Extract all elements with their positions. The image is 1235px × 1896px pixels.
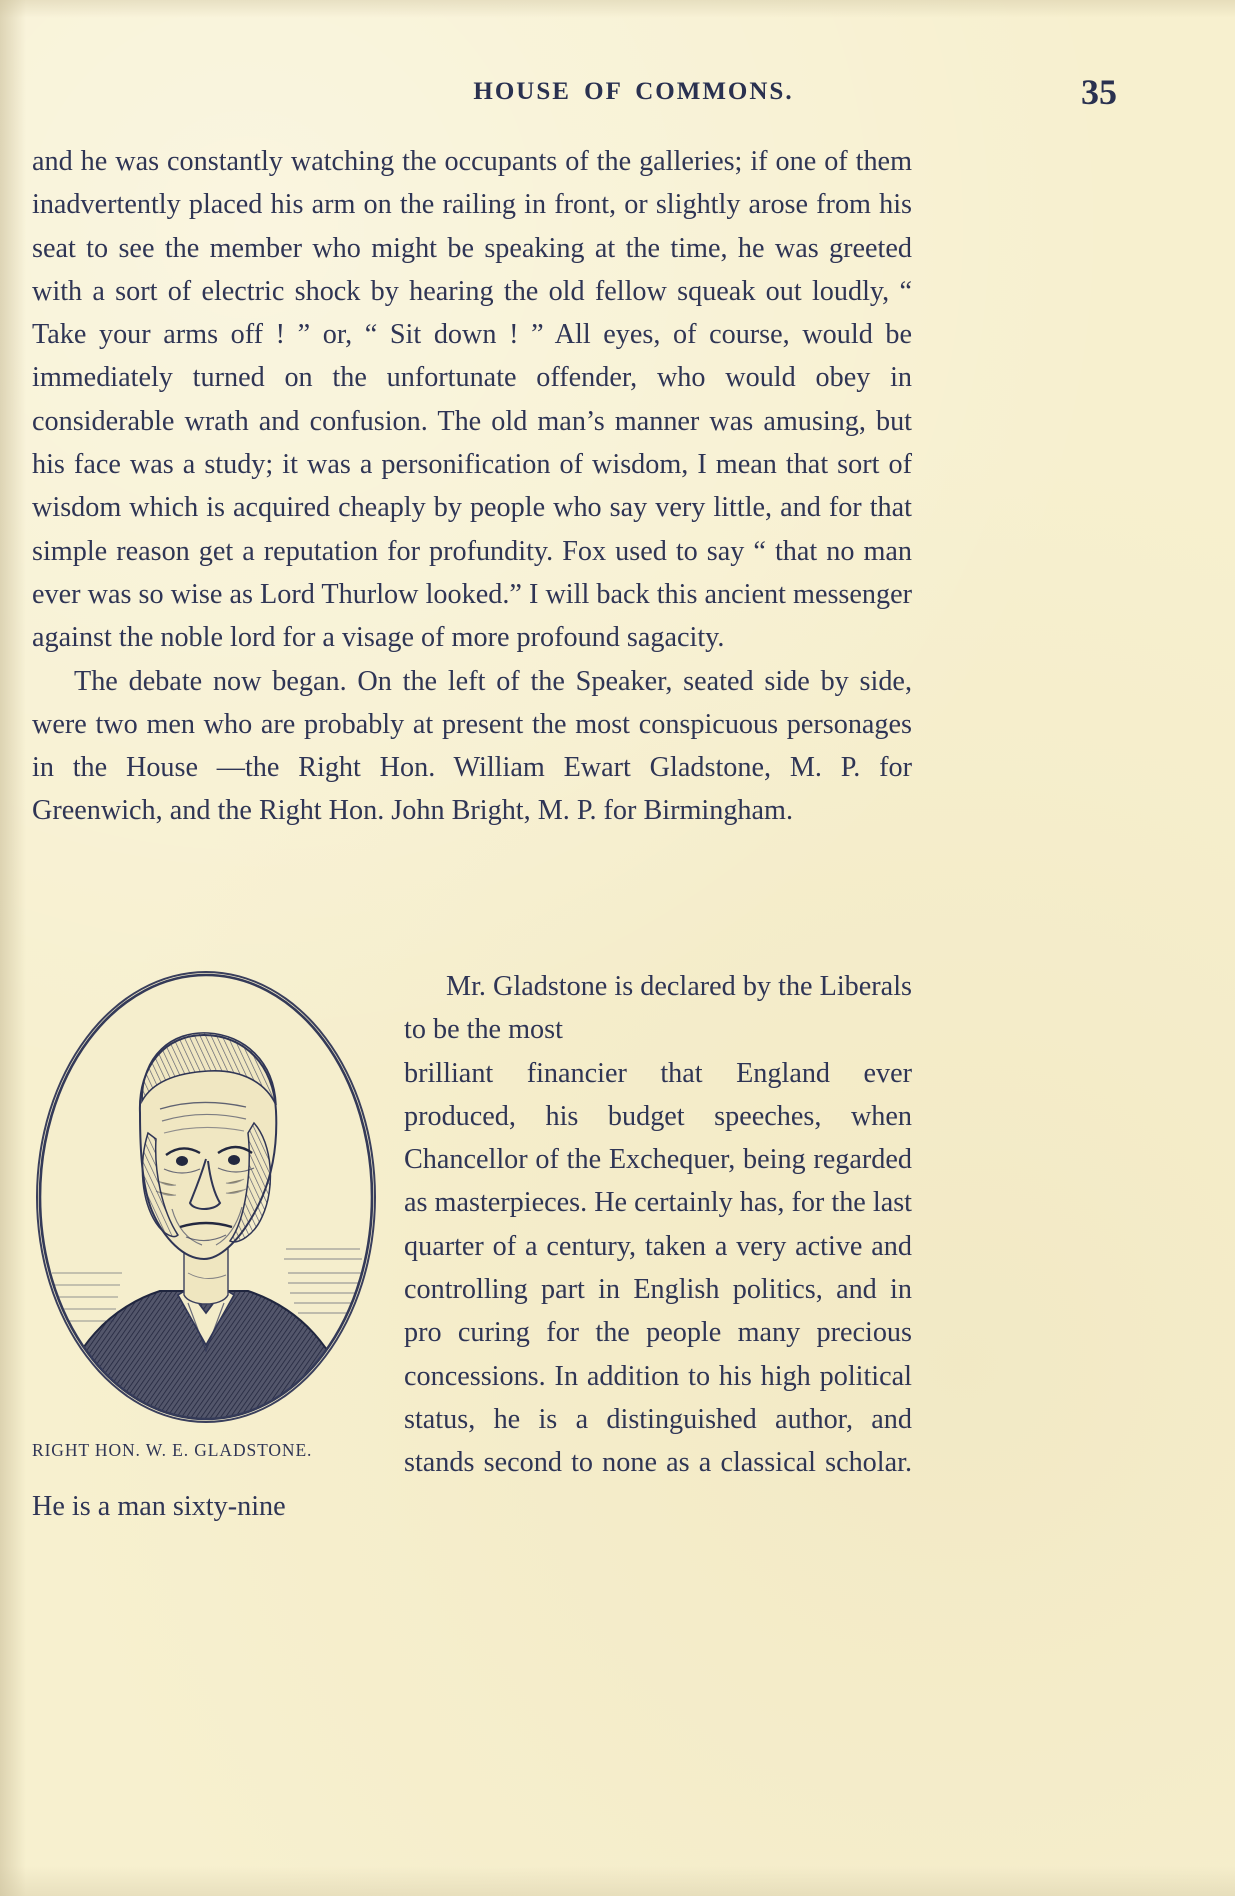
figure-gladstone xyxy=(32,971,394,1472)
page-edge-shading-left xyxy=(0,0,26,1896)
paragraph-3-wrapped: brilliant financier that England ever produced, his budget speeches, when Chancellor of the Exchequer, being regarded as masterpieces. He certainly has, for the last quarter of a century, taken a very active and controlling part in English politics, and in pro curing for the people many precious concessions. In addition to his high political status, he is a distinguished author, and stands second to none as a classical scholar. He is a man sixty-nine xyxy=(32,1057,912,1522)
portrait-engraving xyxy=(38,973,374,1421)
body-text-upper xyxy=(32,140,912,833)
page-edge-shading-top xyxy=(0,0,1235,18)
page-edge-shading-bottom xyxy=(0,1866,1235,1896)
page-number: 35 xyxy=(1081,72,1117,112)
page-header xyxy=(150,72,1117,112)
paragraph-3-lead: Mr. Gladstone is declared by the Liberals to be the most xyxy=(404,971,912,1046)
running-head: HOUSE OF COMMONS. xyxy=(473,78,794,105)
portrait-oval xyxy=(36,971,376,1423)
figure-caption: RIGHT HON. W. E. GLADSTONE. xyxy=(32,1440,313,1460)
paragraph-1: and he was constantly watching the occupants of the galleries; if one of them inadvertently placed his arm on the railing in front, or slightly arose from his seat to see the member who might be speaking at the time, he was greeted with a sort of electric shock by hearing the old fellow squeak out loudly, “ Take your arms off ! ” or, “ Sit down ! ” All eyes, of course, would be immediately turned on the unfortunate offender, who would obey in considerable wrath and confusion. The old man’s manner was amusing, but his face was a study; it was a personification of wisdom, I mean that sort of wisdom which is acquired cheaply by people who say very little, and for that simple reason get a reputation for profundity. Fox used to say “ that no man ever was so wise as Lord Thurlow looked.” I will back this ancient messenger against the noble lord for a visage of more profound sagacity. xyxy=(32,146,912,654)
body-text-lower xyxy=(32,965,912,1528)
paragraph-2: The debate now began. On the left of the Speaker, seated side by side, were two men who are probably at present the most conspicuous personages in the House —the Right Hon. William Ewart Gladstone, M. P. for Greenwich, and the Right Hon. John Bright, M. P. for Birmingham. xyxy=(32,665,912,827)
portrait-frame xyxy=(36,971,376,1423)
